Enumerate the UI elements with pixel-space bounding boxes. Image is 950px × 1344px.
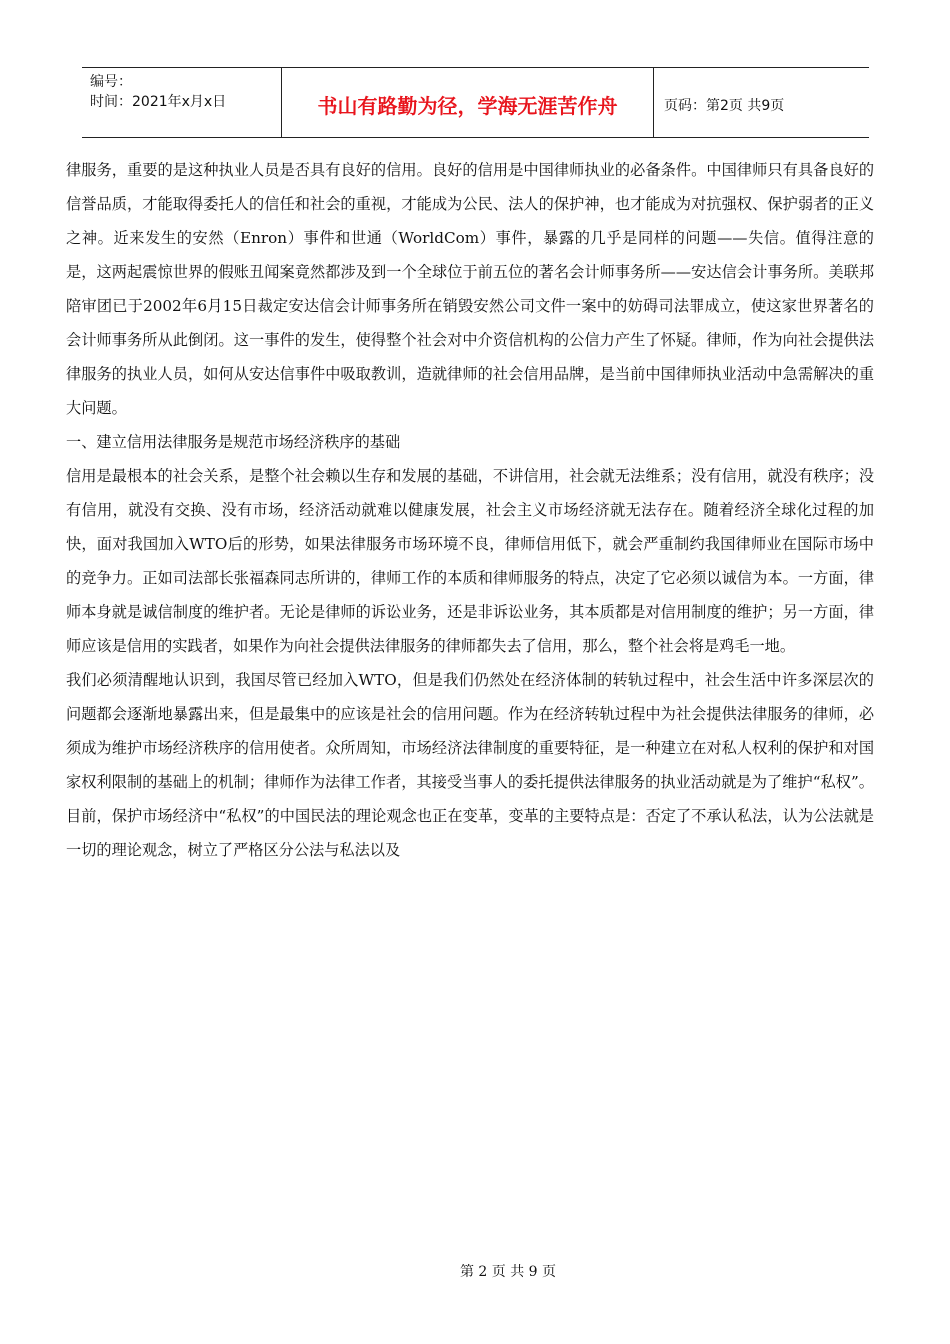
- header-motto: 书山有路勤为径，学海无涯苦作舟: [282, 68, 654, 137]
- paragraph: 信用是最根本的社会关系，是整个社会赖以生存和发展的基础，不讲信用，社会就无法维系；没有信用，就没有秩序；没有信用，就没有交换、没有市场，经济活动就难以健康发展，社会主义市场经济就无法存在。随着经济全球化过程的加快，面对我国加入WTO后的形势，如果法律服务市场环境不良，律师信用低下，就会严重制约我国律师业在国际市场中的竞争力。正如司法部长张福森同志所讲的，律师工作的本质和律师服务的特点，决定了它必须以诚信为本。一方面，律师本身就是诚信制度的维护者。无论是律师的诉讼业务，还是非诉讼业务，其本质都是对信用制度的维护；另一方面，律师应该是信用的实践者，如果作为向社会提供法律服务的律师都失去了信用，那么，整个社会将是鸡毛一地。: [66, 467, 874, 655]
- document-date: 时间：2021年x月x日: [90, 94, 227, 110]
- document-body: [66, 153, 874, 867]
- header-page-number: 页码：第2页 共9页: [664, 97, 785, 114]
- document-number: 编号：: [90, 74, 132, 90]
- page-footer: 第 2 页 共 9 页: [459, 1264, 557, 1280]
- header-meta: [82, 68, 282, 137]
- paragraph: 律服务，重要的是这种执业人员是否具有良好的信用。良好的信用是中国律师执业的必备条件。中国律师只有具备良好的信誉品质，才能取得委托人的信任和社会的重视，才能成为公民、法人的保护神，也才能成为对抗强权、保护弱者的正义之神。近来发生的安然（Enron）事件和世通（WorldCom）事件，暴露的几乎是同样的问题——失信。值得注意的是，这两起震惊世界的假账丑闻案竟然都涉及到一个全球位于前五位的著名会计师事务所——安达信会计事务所。美联邦陪审团已于2002年6月15日裁定安达信会计师事务所在销毁安然公司文件一案中的妨碍司法罪成立，使这家世界著名的会计师事务所从此倒闭。这一事件的发生，使得整个社会对中介资信机构的公信力产生了怀疑。律师，作为向社会提供法律服务的执业人员，如何从安达信事件中吸取教训，造就律师的社会信用品牌，是当前中国律师执业活动中急需解决的重大问题。: [66, 161, 874, 417]
- section-heading: 一、建立信用法律服务是规范市场经济秩序的基础: [66, 433, 401, 451]
- paragraph: 我们必须清醒地认识到，我国尽管已经加入WTO，但是我们仍然处在经济体制的转轨过程中，社会生活中许多深层次的问题都会逐渐地暴露出来，但是最集中的应该是社会的信用问题。作为在经济转轨过程中为社会提供法律服务的律师，必须成为维护市场经济秩序的信用使者。众所周知，市场经济法律制度的重要特征，是一种建立在对私人权利的保护和对国家权利限制的基础上的机制；律师作为法律工作者，其接受当事人的委托提供法律服务的执业活动就是为了维护“私权”。目前，保护市场经济中“私权”的中国民法的理论观念也正在变革，变革的主要特点是：否定了不承认私法，认为公法就是一切的理论观念，树立了严格区分公法与私法以及: [66, 671, 874, 859]
- page-header: [82, 67, 869, 138]
